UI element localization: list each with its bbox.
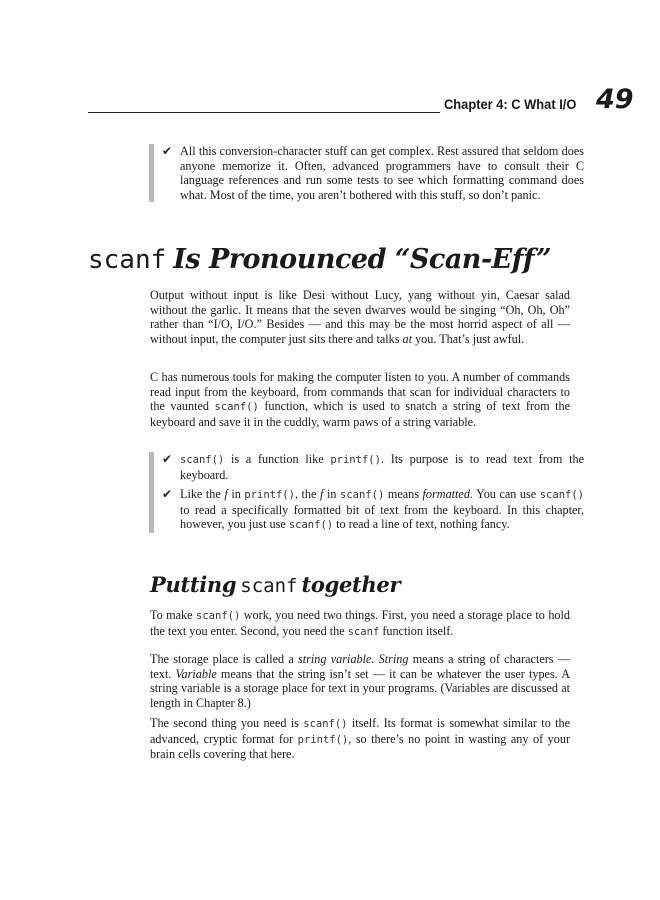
check-mark-icon: ✔ [162,487,173,502]
heading-code: scanf [240,575,298,597]
text-run: means [384,487,423,502]
inline-code: printf() [244,489,295,502]
check-mark-icon: ✔ [162,452,173,466]
inline-code: scanf() [340,489,385,502]
text-run: C has numerous tools for making the computer listen to you. A number of commands read input from the keyboard, from commands that scan for individual characters to the vaunted [150,370,570,414]
text-run: function itself. [379,623,454,638]
inline-code: scanf() [303,718,348,730]
emphasis: at [402,331,413,346]
text-run: work, you need two things. First, you need a storage place to hold the text you enter. Second, you need the [150,608,570,638]
text-run: you. That’s just awful. [412,331,525,346]
list-item [162,452,584,482]
text-run: , the [294,487,321,502]
text-run: in [323,487,341,502]
section-heading-putting-scanf-together [150,570,400,603]
paragraph [150,652,570,710]
emphasis: formatted. [422,487,473,502]
text-run: The storage place is called a [150,652,299,666]
bullet-text: All this conversion-character stuff can get complex. Rest assured that seldom does anyone memorize it. Often, advanced programmers have to consult their C language references and run some tests to see which formatting command does what. Most of the time, you aren’t bothered with this stuff, so don’t panic. [180,144,584,202]
list-item [162,487,584,533]
inline-code: printf() [297,733,349,746]
inline-code: scanf() [196,610,241,622]
text-run: The second thing you need is [150,716,304,730]
heading-code: scanf [88,245,167,275]
scanf-bullet-box [149,452,584,533]
running-header-chapter: Chapter 4: C What I/O [444,96,577,112]
text-run: You can use [473,487,540,502]
paragraph [150,716,570,762]
text-run: Output without input is like Desi without Lucy, yang without yin, Caesar salad without the garlic. It means that the seven dwarves would be singing “Oh, Oh, Oh” rather than “I/O, I/O.” Besides — and this may be the most horrid aspect of all — without input, the computer just sits there and talks [150,288,570,346]
text-run: , so there’s no point in wasting any of your brain cells covering that here. [150,731,571,762]
heading-text: Putting [150,572,237,597]
heading-text: together [301,572,401,597]
page-number: 49 [596,84,634,115]
text-run: to read a specifically formatted bit of text from the keyboard. In this chapter, however, you just use [180,502,584,532]
text-run: function, which is used to snatch a string of text from the keyboard and save it in the cuddly, warm paws of a string variable. [150,399,570,429]
text-run: . Its purpose is to read text from the keyboard. [180,452,584,482]
emphasis: Variable [175,666,217,681]
paragraph [150,370,570,429]
paragraph [150,288,570,346]
text-run: means that the string isn’t set — it can be whatever the user types. A string variable is a storage place for text in your programs. (Variables are discussed at length in Chapter 8.) [150,666,570,710]
text-run: is a function like [224,452,331,466]
inline-code: scanf() [214,401,259,414]
inline-code: scanf() [539,489,584,502]
inline-code: printf() [330,454,381,466]
emphasis: f [320,487,324,502]
paragraph [150,608,570,639]
text-run: in [227,487,245,502]
emphasis: string variable. String [298,652,409,666]
section-heading-scanf [88,240,551,280]
text-run: to read a line of text, nothing fancy. [333,517,510,532]
header-rule [88,112,440,113]
inline-code: scanf [347,625,380,638]
emphasis: f [224,487,228,502]
intro-bullet-box [149,144,584,202]
text-run: To make [150,608,197,622]
inline-code: scanf() [288,519,334,532]
bullet-text [180,487,584,533]
text-run: itself. Its format is somewhat similar to the advanced, cryptic format for [150,716,571,746]
text-run: means a string of characters — text. [150,652,570,681]
check-mark-icon: ✔ [162,144,173,158]
heading-text: Is Pronounced “Scan-Eff” [173,244,551,275]
list-item [162,144,584,202]
text-run: Like the [180,487,225,502]
bullet-text [180,452,584,482]
inline-code: scanf() [180,454,225,466]
